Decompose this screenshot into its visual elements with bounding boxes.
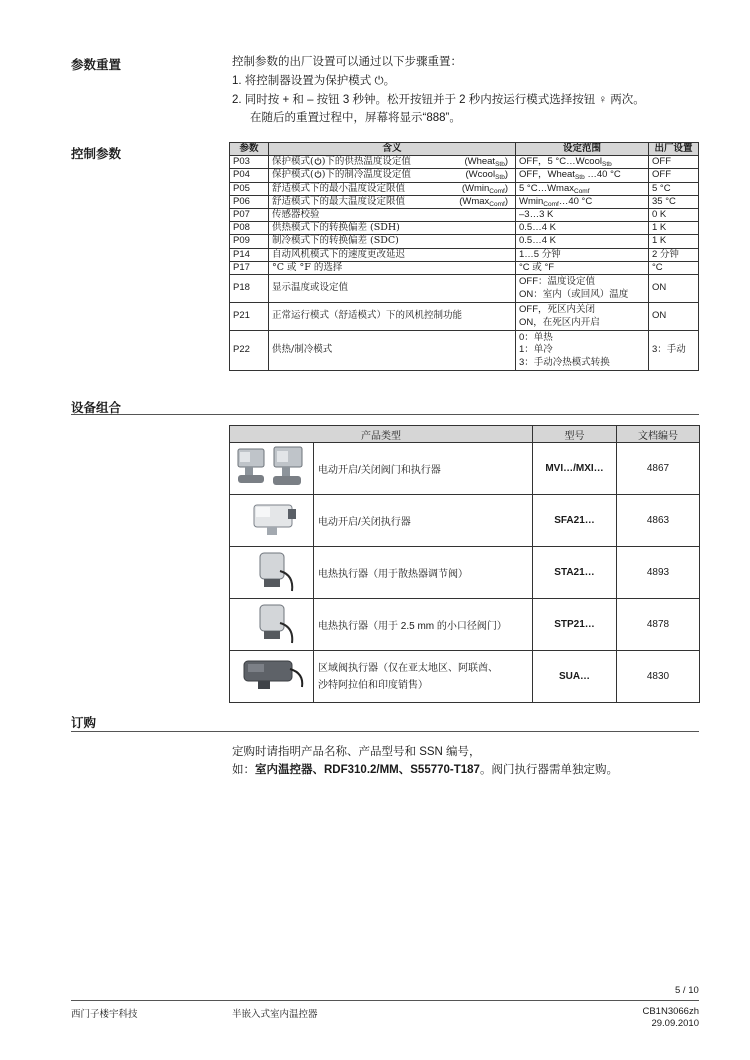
footer-company: 西门子楼宇科技 bbox=[71, 1009, 138, 1020]
reset-step-2: 2. 同时按 + 和 – 按钮 3 秒钟。松开按钮并于 2 秒内按运行模式选择按钮 ♀ 两次。 bbox=[232, 94, 645, 106]
param-meaning: 保护模式( )下的供热温度设定值 (Wheat$_{Stb}$) bbox=[269, 156, 516, 169]
header-range: 设定范围 bbox=[516, 143, 649, 156]
reset-step-1: 1. 将控制器设置为保护模式 ⏻。 bbox=[232, 75, 396, 87]
param-default: 1 K bbox=[649, 222, 699, 235]
param-code: P21 bbox=[230, 303, 269, 331]
param-default: ON bbox=[649, 275, 699, 303]
order-line-1: 定购时请指明产品名称、产品型号和 SSN 编号， bbox=[232, 746, 481, 758]
product-type: 电动开启/关闭执行器 bbox=[314, 495, 533, 547]
param-meaning: 制冷模式下的转换偏差 (SDC) bbox=[269, 235, 516, 248]
product-doc-no: 4867 bbox=[617, 443, 700, 495]
devices-divider bbox=[71, 414, 699, 415]
param-range: OFF，死区内关闭 ON，在死区内开启 bbox=[516, 303, 649, 331]
param-code: P22 bbox=[230, 331, 269, 371]
product-model: SFA21… bbox=[533, 495, 617, 547]
order-example: 室内温控器、RDF310.2/MM、S55770-T187 bbox=[255, 764, 480, 776]
product-model: SUA… bbox=[533, 651, 617, 703]
param-meaning: 传感器校验 bbox=[269, 209, 516, 222]
zone-valve-actuator-icon bbox=[232, 651, 312, 699]
reset-intro: 控制参数的出厂设置可以通过以下步骤重置： bbox=[232, 56, 462, 68]
table-row bbox=[230, 275, 699, 303]
product-doc-no: 4863 bbox=[617, 495, 700, 547]
table-row bbox=[230, 547, 700, 599]
valve-actuator-icon bbox=[232, 443, 312, 491]
product-image bbox=[230, 547, 314, 599]
table-row bbox=[230, 235, 699, 248]
param-code: P03 bbox=[230, 156, 269, 169]
product-model: STP21… bbox=[533, 599, 617, 651]
param-range: 0.5…4 K bbox=[516, 235, 649, 248]
product-image bbox=[230, 443, 314, 495]
thermal-actuator-icon bbox=[232, 599, 312, 647]
order-section-title: 订购 bbox=[71, 716, 97, 730]
order-line-2: 如：室内温控器、RDF310.2/MM、S55770-T187。阀门执行器需单独定购。 bbox=[232, 764, 618, 776]
param-default: ON bbox=[649, 303, 699, 331]
param-code: P06 bbox=[230, 195, 269, 208]
product-type: 电热执行器（用于散热器调节阀） bbox=[314, 547, 533, 599]
order-divider bbox=[71, 731, 699, 732]
param-range: 1…5 分钟 bbox=[516, 248, 649, 261]
param-meaning: 显示温度或设定值 bbox=[269, 275, 516, 303]
param-code: P09 bbox=[230, 235, 269, 248]
product-type: 电热执行器（用于 2.5 mm 的小口径阀门） bbox=[314, 599, 533, 651]
header-param: 参数 bbox=[230, 143, 269, 156]
control-section-title: 控制参数 bbox=[71, 147, 122, 161]
reset-step-2-continued: 在随后的重置过程中，屏幕将显示“888”。 bbox=[250, 112, 461, 124]
product-doc-no: 4893 bbox=[617, 547, 700, 599]
table-row bbox=[230, 331, 699, 371]
header-default: 出厂设置 bbox=[649, 143, 699, 156]
header-doc-no: 文档编号 bbox=[617, 426, 700, 443]
footer-doc-no: CB1N3066zh bbox=[642, 1006, 699, 1017]
param-meaning: 舒适模式下的最大温度设定限值 (Wmax$_{Comf}$) bbox=[269, 195, 516, 208]
param-meaning: 保护模式( )下的制冷温度设定值 (Wcool$_{Stb}$) bbox=[269, 169, 516, 182]
param-range: –3…3 K bbox=[516, 209, 649, 222]
table-row bbox=[230, 222, 699, 235]
param-code: P08 bbox=[230, 222, 269, 235]
param-range: 0.5…4 K bbox=[516, 222, 649, 235]
table-row bbox=[230, 156, 699, 169]
param-default: 0 K bbox=[649, 209, 699, 222]
table-row bbox=[230, 182, 699, 195]
device-table bbox=[229, 425, 700, 703]
product-model: MVI…/MXI… bbox=[533, 443, 617, 495]
power-icon bbox=[314, 170, 322, 178]
product-image bbox=[230, 495, 314, 547]
table-row bbox=[230, 651, 700, 703]
parameter-table-header bbox=[230, 143, 699, 156]
param-meaning: °C 或 °F 的选择 bbox=[269, 261, 516, 274]
param-range: OFF，5 °C…Wcool$_{Stb}$ bbox=[516, 156, 649, 169]
param-meaning: 供热/制冷模式 bbox=[269, 331, 516, 371]
param-range: 5 °C…Wmax$_{Comf}$ bbox=[516, 182, 649, 195]
product-model: STA21… bbox=[533, 547, 617, 599]
actuator-icon bbox=[232, 495, 312, 543]
param-meaning: 舒适模式下的最小温度设定限值 (Wmin$_{Comf}$) bbox=[269, 182, 516, 195]
device-table-header bbox=[230, 426, 700, 443]
power-icon bbox=[314, 157, 322, 165]
param-code: P17 bbox=[230, 261, 269, 274]
header-product-type: 产品类型 bbox=[230, 426, 533, 443]
table-row bbox=[230, 248, 699, 261]
product-image bbox=[230, 651, 314, 703]
product-type: 区域阀执行器（仅在亚太地区、阿联酋、 沙特阿拉伯和印度销售） bbox=[314, 651, 533, 703]
param-code: P14 bbox=[230, 248, 269, 261]
param-default: 2 分钟 bbox=[649, 248, 699, 261]
parameter-table bbox=[229, 142, 699, 371]
param-meaning: 供热模式下的转换偏差 (SDH) bbox=[269, 222, 516, 235]
param-default: OFF bbox=[649, 169, 699, 182]
header-meaning: 含义 bbox=[269, 143, 516, 156]
table-row bbox=[230, 195, 699, 208]
reset-section-title: 参数重置 bbox=[71, 58, 122, 72]
param-code: P04 bbox=[230, 169, 269, 182]
table-row bbox=[230, 209, 699, 222]
table-row bbox=[230, 599, 700, 651]
param-range: 0：单热 1：单冷 3：手动冷热模式转换 bbox=[516, 331, 649, 371]
product-image bbox=[230, 599, 314, 651]
table-row bbox=[230, 443, 700, 495]
thermal-actuator-icon bbox=[232, 547, 312, 595]
footer-divider bbox=[71, 1000, 699, 1001]
param-meaning: 自动风机模式下的速度更改延迟 bbox=[269, 248, 516, 261]
param-code: P05 bbox=[230, 182, 269, 195]
param-default: OFF bbox=[649, 156, 699, 169]
page-number: 5 / 10 bbox=[675, 985, 699, 996]
footer-product: 半嵌入式室内温控器 bbox=[232, 1009, 318, 1020]
footer-date: 29.09.2010 bbox=[651, 1018, 699, 1029]
param-default: 3：手动 bbox=[649, 331, 699, 371]
param-code: P07 bbox=[230, 209, 269, 222]
table-row bbox=[230, 261, 699, 274]
param-range: °C 或 °F bbox=[516, 261, 649, 274]
param-default: 35 °C bbox=[649, 195, 699, 208]
param-range: Wmin$_{Comf}$…40 °C bbox=[516, 195, 649, 208]
product-doc-no: 4830 bbox=[617, 651, 700, 703]
param-default: °C bbox=[649, 261, 699, 274]
table-row bbox=[230, 495, 700, 547]
param-default: 5 °C bbox=[649, 182, 699, 195]
param-range: OFF：温度设定值 ON：室内（或回风）温度 bbox=[516, 275, 649, 303]
product-doc-no: 4878 bbox=[617, 599, 700, 651]
param-default: 1 K bbox=[649, 235, 699, 248]
product-type: 电动开启/关闭阀门和执行器 bbox=[314, 443, 533, 495]
param-range: OFF，Wheat$_{Stb}$ …40 °C bbox=[516, 169, 649, 182]
table-row bbox=[230, 169, 699, 182]
header-model: 型号 bbox=[533, 426, 617, 443]
table-row bbox=[230, 303, 699, 331]
param-code: P18 bbox=[230, 275, 269, 303]
devices-section-title: 设备组合 bbox=[71, 401, 122, 415]
param-meaning: 正常运行模式（舒适模式）下的风机控制功能 bbox=[269, 303, 516, 331]
